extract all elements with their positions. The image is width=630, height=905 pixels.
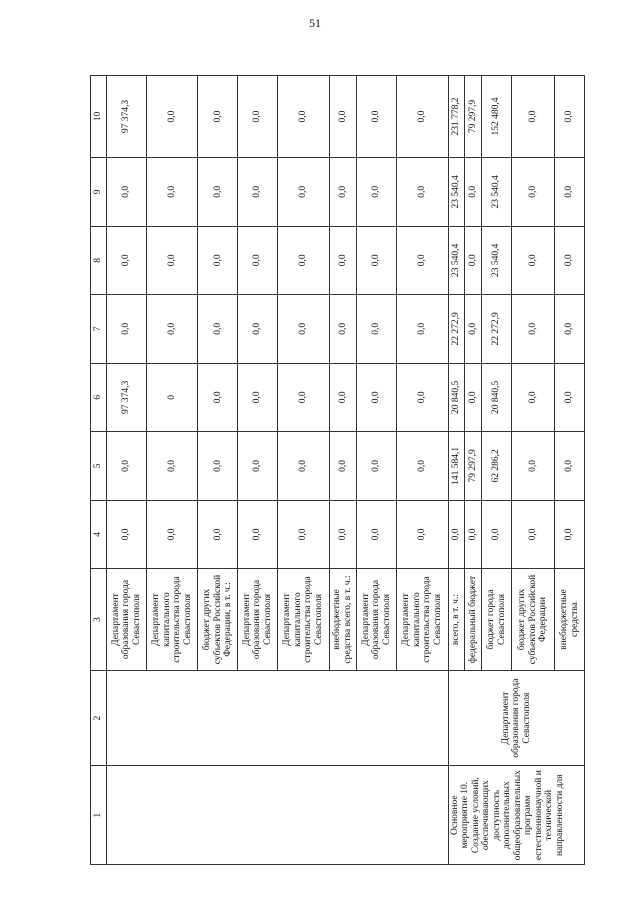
value-cell: 0,0 [396, 76, 448, 158]
value-cell: 0,0 [357, 226, 397, 295]
value-cell: 20 840,5 [482, 363, 512, 432]
header-cell: 7 [91, 295, 107, 364]
value-cell: 231 778,2 [448, 76, 465, 158]
value-cell: 0,0 [198, 432, 238, 501]
value-cell: 0,0 [357, 158, 397, 227]
header-cell: 5 [91, 432, 107, 501]
value-cell: 0 [146, 363, 198, 432]
value-cell: 0,0 [555, 500, 585, 569]
value-cell: 0,0 [107, 158, 147, 227]
value-cell: 23 540,4 [448, 226, 465, 295]
value-cell: 0,0 [555, 158, 585, 227]
source-cell: бюджет города Севастополя [482, 569, 512, 671]
value-cell: 0,0 [329, 226, 357, 295]
value-cell: 0,0 [146, 432, 198, 501]
source-cell: внебюджетные средства всего, в т. ч.: [329, 569, 357, 671]
value-cell: 0,0 [277, 76, 329, 158]
table-row [107, 76, 147, 865]
table-row [448, 76, 465, 865]
value-cell: 0,0 [329, 363, 357, 432]
value-cell: 0,0 [396, 226, 448, 295]
value-cell: 22 272,9 [482, 295, 512, 364]
value-cell: 0,0 [555, 226, 585, 295]
value-cell: 0,0 [329, 432, 357, 501]
value-cell: 0,0 [277, 295, 329, 364]
value-cell: 0,0 [329, 500, 357, 569]
source-cell: Департамент образования города Севастополя [107, 569, 147, 671]
budget-table [90, 75, 585, 865]
value-cell: 0,0 [107, 432, 147, 501]
value-cell: 0,0 [396, 295, 448, 364]
value-cell: 0,0 [107, 226, 147, 295]
page-number: 51 [309, 16, 321, 30]
value-cell: 0,0 [555, 432, 585, 501]
value-cell: 0,0 [238, 76, 278, 158]
value-cell: 0,0 [238, 500, 278, 569]
value-cell: 0,0 [512, 363, 555, 432]
value-cell: 97 374,3 [107, 363, 147, 432]
header-cell: 3 [91, 569, 107, 671]
value-cell: 0,0 [465, 363, 482, 432]
source-cell: федеральный бюджет [465, 569, 482, 671]
value-cell: 0,0 [465, 158, 482, 227]
value-cell: 0,0 [198, 363, 238, 432]
value-cell: 0,0 [555, 76, 585, 158]
value-cell: 0,0 [198, 226, 238, 295]
value-cell: 0,0 [198, 158, 238, 227]
value-cell: 20 840,5 [448, 363, 465, 432]
source-cell: Департамент капитального строительства города Севастополя [277, 569, 329, 671]
value-cell: 22 272,9 [448, 295, 465, 364]
value-cell: 0,0 [465, 226, 482, 295]
source-cell: Департамент капитального строительства города Севастополя [146, 569, 198, 671]
value-cell: 0,0 [396, 432, 448, 501]
value-cell: 0,0 [146, 158, 198, 227]
header-cell: 8 [91, 226, 107, 295]
value-cell: 23 540,4 [448, 158, 465, 227]
value-cell: 0,0 [396, 363, 448, 432]
header-cell: 9 [91, 158, 107, 227]
value-cell: 0,0 [465, 500, 482, 569]
source-cell: бюджет других субъектов Российской Федерации, в т. ч.: [198, 569, 238, 671]
header-cell: 2 [91, 670, 107, 766]
value-cell: 62 286,2 [482, 432, 512, 501]
value-cell: 0,0 [238, 295, 278, 364]
value-cell: 0,0 [329, 76, 357, 158]
value-cell: 0,0 [277, 500, 329, 569]
value-cell: 0,0 [277, 158, 329, 227]
executor-cell-empty [107, 670, 449, 766]
source-cell: Департамент образования города Севастополя [357, 569, 397, 671]
executor-cell: Департамент образования города Севастополя [448, 670, 584, 766]
value-cell: 0,0 [277, 363, 329, 432]
value-cell: 0,0 [107, 295, 147, 364]
value-cell: 0,0 [146, 226, 198, 295]
header-cell: 10 [91, 76, 107, 158]
value-cell: 97 374,3 [107, 76, 147, 158]
source-cell: внебюджетные средства [555, 569, 585, 671]
value-cell: 0,0 [238, 158, 278, 227]
header-cell: 6 [91, 363, 107, 432]
header-row [91, 76, 107, 865]
value-cell: 0,0 [357, 76, 397, 158]
value-cell: 0,0 [555, 363, 585, 432]
value-cell: 0,0 [448, 500, 465, 569]
value-cell: 0,0 [198, 76, 238, 158]
value-cell: 23 540,4 [482, 158, 512, 227]
value-cell: 0,0 [277, 226, 329, 295]
value-cell: 0,0 [512, 76, 555, 158]
value-cell: 0,0 [329, 158, 357, 227]
value-cell: 0,0 [512, 158, 555, 227]
value-cell: 0,0 [277, 432, 329, 501]
value-cell: 0,0 [238, 432, 278, 501]
source-cell: Департамент образования города Севастополя [238, 569, 278, 671]
value-cell: 23 540,4 [482, 226, 512, 295]
value-cell: 0,0 [465, 295, 482, 364]
value-cell: 0,0 [238, 226, 278, 295]
value-cell: 0,0 [357, 295, 397, 364]
value-cell: 0,0 [357, 363, 397, 432]
value-cell: 0,0 [146, 295, 198, 364]
value-cell: 152 480,4 [482, 76, 512, 158]
value-cell: 0,0 [198, 500, 238, 569]
value-cell: 0,0 [555, 295, 585, 364]
header-cell: 1 [91, 766, 107, 865]
value-cell: 0,0 [512, 295, 555, 364]
value-cell: 0,0 [146, 500, 198, 569]
value-cell: 0,0 [329, 295, 357, 364]
value-cell: 79 297,9 [465, 432, 482, 501]
value-cell: 0,0 [512, 226, 555, 295]
value-cell: 0,0 [396, 158, 448, 227]
value-cell: 0,0 [357, 500, 397, 569]
value-cell: 79 297,9 [465, 76, 482, 158]
activity-cell [107, 766, 449, 865]
activity-description: Основное мероприятие 10. Создание условий, обеспечивающих доступность дополнительных общеобразовательных программ естественнонаучной и технической направленности для [448, 766, 584, 865]
value-cell: 141 584,1 [448, 432, 465, 501]
value-cell: 0,0 [396, 500, 448, 569]
value-cell: 0,0 [482, 500, 512, 569]
value-cell: 0,0 [198, 295, 238, 364]
source-cell: бюджет других субъектов Российской Федерации [512, 569, 555, 671]
value-cell: 0,0 [107, 500, 147, 569]
source-cell: Департамент капитального строительства города Севастополя [396, 569, 448, 671]
value-cell: 0,0 [238, 363, 278, 432]
rotated-table-wrapper [90, 75, 585, 865]
source-cell: всего, в т. ч.: [448, 569, 465, 671]
header-cell: 4 [91, 500, 107, 569]
value-cell: 0,0 [146, 76, 198, 158]
value-cell: 0,0 [512, 500, 555, 569]
value-cell: 0,0 [512, 432, 555, 501]
value-cell: 0,0 [357, 432, 397, 501]
